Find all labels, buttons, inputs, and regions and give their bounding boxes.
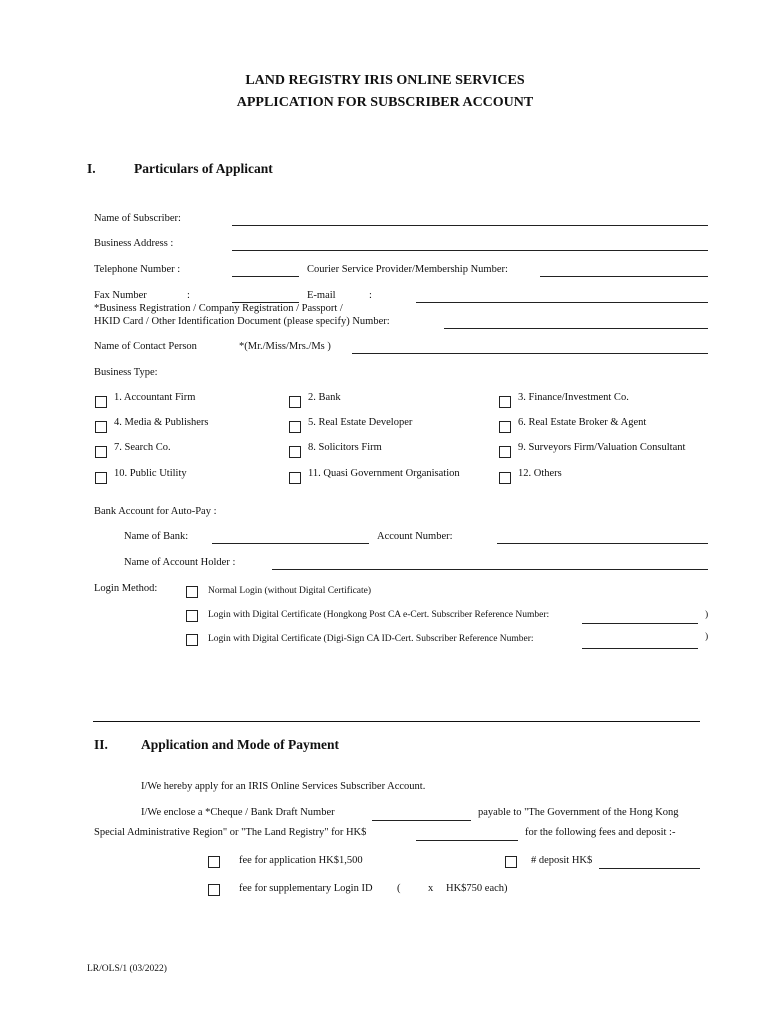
courier-label: Courier Service Provider/Membership Number: [307, 264, 508, 275]
telephone-label: Telephone Number : [94, 264, 181, 275]
form-title: LAND REGISTRY IRIS ONLINE SERVICES [245, 73, 525, 88]
business-type-label-search: 7. Search Co. [114, 442, 171, 453]
business-type-label-finance: 3. Finance/Investment Co. [518, 392, 629, 403]
subscriber-label: Name of Subscriber: [94, 213, 181, 224]
login-normal-label: Normal Login (without Digital Certificate) [208, 586, 372, 596]
business-type-checkbox-bank[interactable] [289, 396, 301, 408]
email-colon: : [369, 290, 372, 301]
fee-application-label: fee for application HK$1,500 [239, 855, 363, 866]
fee-supplementary-label: fee for supplementary Login ID [239, 883, 373, 894]
business-type-label-quasi-government: 11. Quasi Government Organisation [308, 468, 460, 479]
business-type-label-developer: 5. Real Estate Developer [308, 417, 413, 428]
business-type-label-utility: 10. Public Utility [114, 468, 187, 479]
login-digi-sign-label: Login with Digital Certificate (Digi-Sign CA ID-Cert. Subscriber Reference Number: [208, 634, 534, 644]
business-type-label-surveyors: 9. Surveyors Firm/Valuation Consultant [518, 442, 686, 453]
subscriber-name-field[interactable] [232, 213, 708, 226]
fee-application-checkbox[interactable] [208, 856, 220, 868]
supplementary-open-paren: ( [397, 883, 401, 894]
business-registration-label-1: *Business Registration / Company Registration / Passport / [94, 303, 343, 314]
fax-colon: : [187, 290, 190, 301]
login-hongkong-post-close-paren: ) [705, 610, 709, 620]
account-number-field[interactable] [497, 531, 708, 544]
business-type-checkbox-accountant[interactable] [95, 396, 107, 408]
section-2-heading: Application and Mode of Payment [141, 737, 340, 752]
section-1-heading: Particulars of Applicant [134, 161, 273, 176]
business-type-checkbox-surveyors[interactable] [499, 446, 511, 458]
fees-statement: for the following fees and deposit :- [525, 827, 676, 838]
business-address-field[interactable] [232, 238, 708, 251]
business-type-checkbox-quasi-government[interactable] [289, 472, 301, 484]
business-type-checkbox-finance[interactable] [499, 396, 511, 408]
payable-statement: payable to "The Government of the Hong Kong [478, 807, 679, 818]
login-normal-checkbox[interactable] [186, 586, 198, 598]
courier-field[interactable] [540, 264, 708, 277]
business-registration-label-2: HKID Card / Other Identification Document (please specify) Number: [94, 316, 390, 327]
business-type-checkbox-search[interactable] [95, 446, 107, 458]
account-holder-field[interactable] [272, 557, 708, 570]
business-type-label-broker: 6. Real Estate Broker & Agent [518, 417, 647, 428]
business-type-label-bank: 2. Bank [308, 392, 341, 403]
telephone-field[interactable] [232, 264, 299, 277]
supplementary-rate: HK$750 each) [446, 883, 508, 894]
business-type-label-solicitors: 8. Solicitors Firm [308, 442, 382, 453]
business-type-checkbox-utility[interactable] [95, 472, 107, 484]
bank-name-label: Name of Bank: [124, 531, 189, 542]
section-divider [93, 721, 700, 722]
business-address-label: Business Address : [94, 238, 174, 249]
deposit-amount-field[interactable] [599, 856, 700, 869]
sar-statement: Special Administrative Region" or "The Land Registry" for HK$ [94, 827, 367, 838]
section-1-number: I. [87, 161, 96, 176]
login-digi-sign-checkbox[interactable] [186, 634, 198, 646]
digi-sign-reference-field[interactable] [582, 636, 698, 649]
identification-number-field[interactable] [444, 316, 708, 329]
cheque-number-field[interactable] [372, 808, 471, 821]
business-type-checkbox-solicitors[interactable] [289, 446, 301, 458]
deposit-label: # deposit HK$ [531, 855, 593, 866]
contact-title-label: *(Mr./Miss/Mrs./Ms ) [239, 341, 331, 352]
apply-statement: I/We hereby apply for an IRIS Online Services Subscriber Account. [141, 781, 426, 792]
login-hongkong-post-checkbox[interactable] [186, 610, 198, 622]
business-type-checkbox-media[interactable] [95, 421, 107, 433]
fax-field[interactable] [232, 290, 299, 303]
form-subtitle: APPLICATION FOR SUBSCRIBER ACCOUNT [236, 95, 534, 110]
payment-amount-field[interactable] [416, 828, 518, 841]
business-type-checkbox-developer[interactable] [289, 421, 301, 433]
account-number-label: Account Number: [377, 531, 453, 542]
business-type-label-others: 12. Others [518, 468, 562, 479]
login-method-label: Login Method: [94, 583, 158, 594]
fee-supplementary-checkbox[interactable] [208, 884, 220, 896]
contact-person-label: Name of Contact Person [94, 341, 197, 352]
hongkong-post-reference-field[interactable] [582, 611, 698, 624]
supplementary-quantity-field[interactable] [405, 884, 425, 896]
business-type-checkbox-broker[interactable] [499, 421, 511, 433]
deposit-checkbox[interactable] [505, 856, 517, 868]
business-type-checkbox-others[interactable] [499, 472, 511, 484]
email-field[interactable] [416, 290, 708, 303]
business-type-label-media: 4. Media & Publishers [114, 417, 209, 428]
business-type-label: Business Type: [94, 367, 158, 378]
contact-person-field[interactable] [352, 341, 708, 354]
supplementary-multiply-sign: x [428, 883, 434, 894]
section-2-number: II. [94, 737, 108, 752]
form-code-footer: LR/OLS/1 (03/2022) [87, 964, 167, 974]
email-label: E-mail [307, 290, 336, 301]
fax-label: Fax Number [94, 290, 147, 301]
login-hongkong-post-label: Login with Digital Certificate (Hongkong Post CA e-Cert. Subscriber Reference Number: [208, 610, 550, 620]
login-digi-sign-close-paren: ) [705, 632, 709, 642]
bank-name-field[interactable] [212, 531, 369, 544]
account-holder-label: Name of Account Holder : [124, 557, 236, 568]
enclose-statement: I/We enclose a *Cheque / Bank Draft Number [141, 807, 335, 818]
bank-account-label: Bank Account for Auto-Pay : [94, 506, 217, 517]
business-type-label-accountant: 1. Accountant Firm [114, 392, 196, 403]
